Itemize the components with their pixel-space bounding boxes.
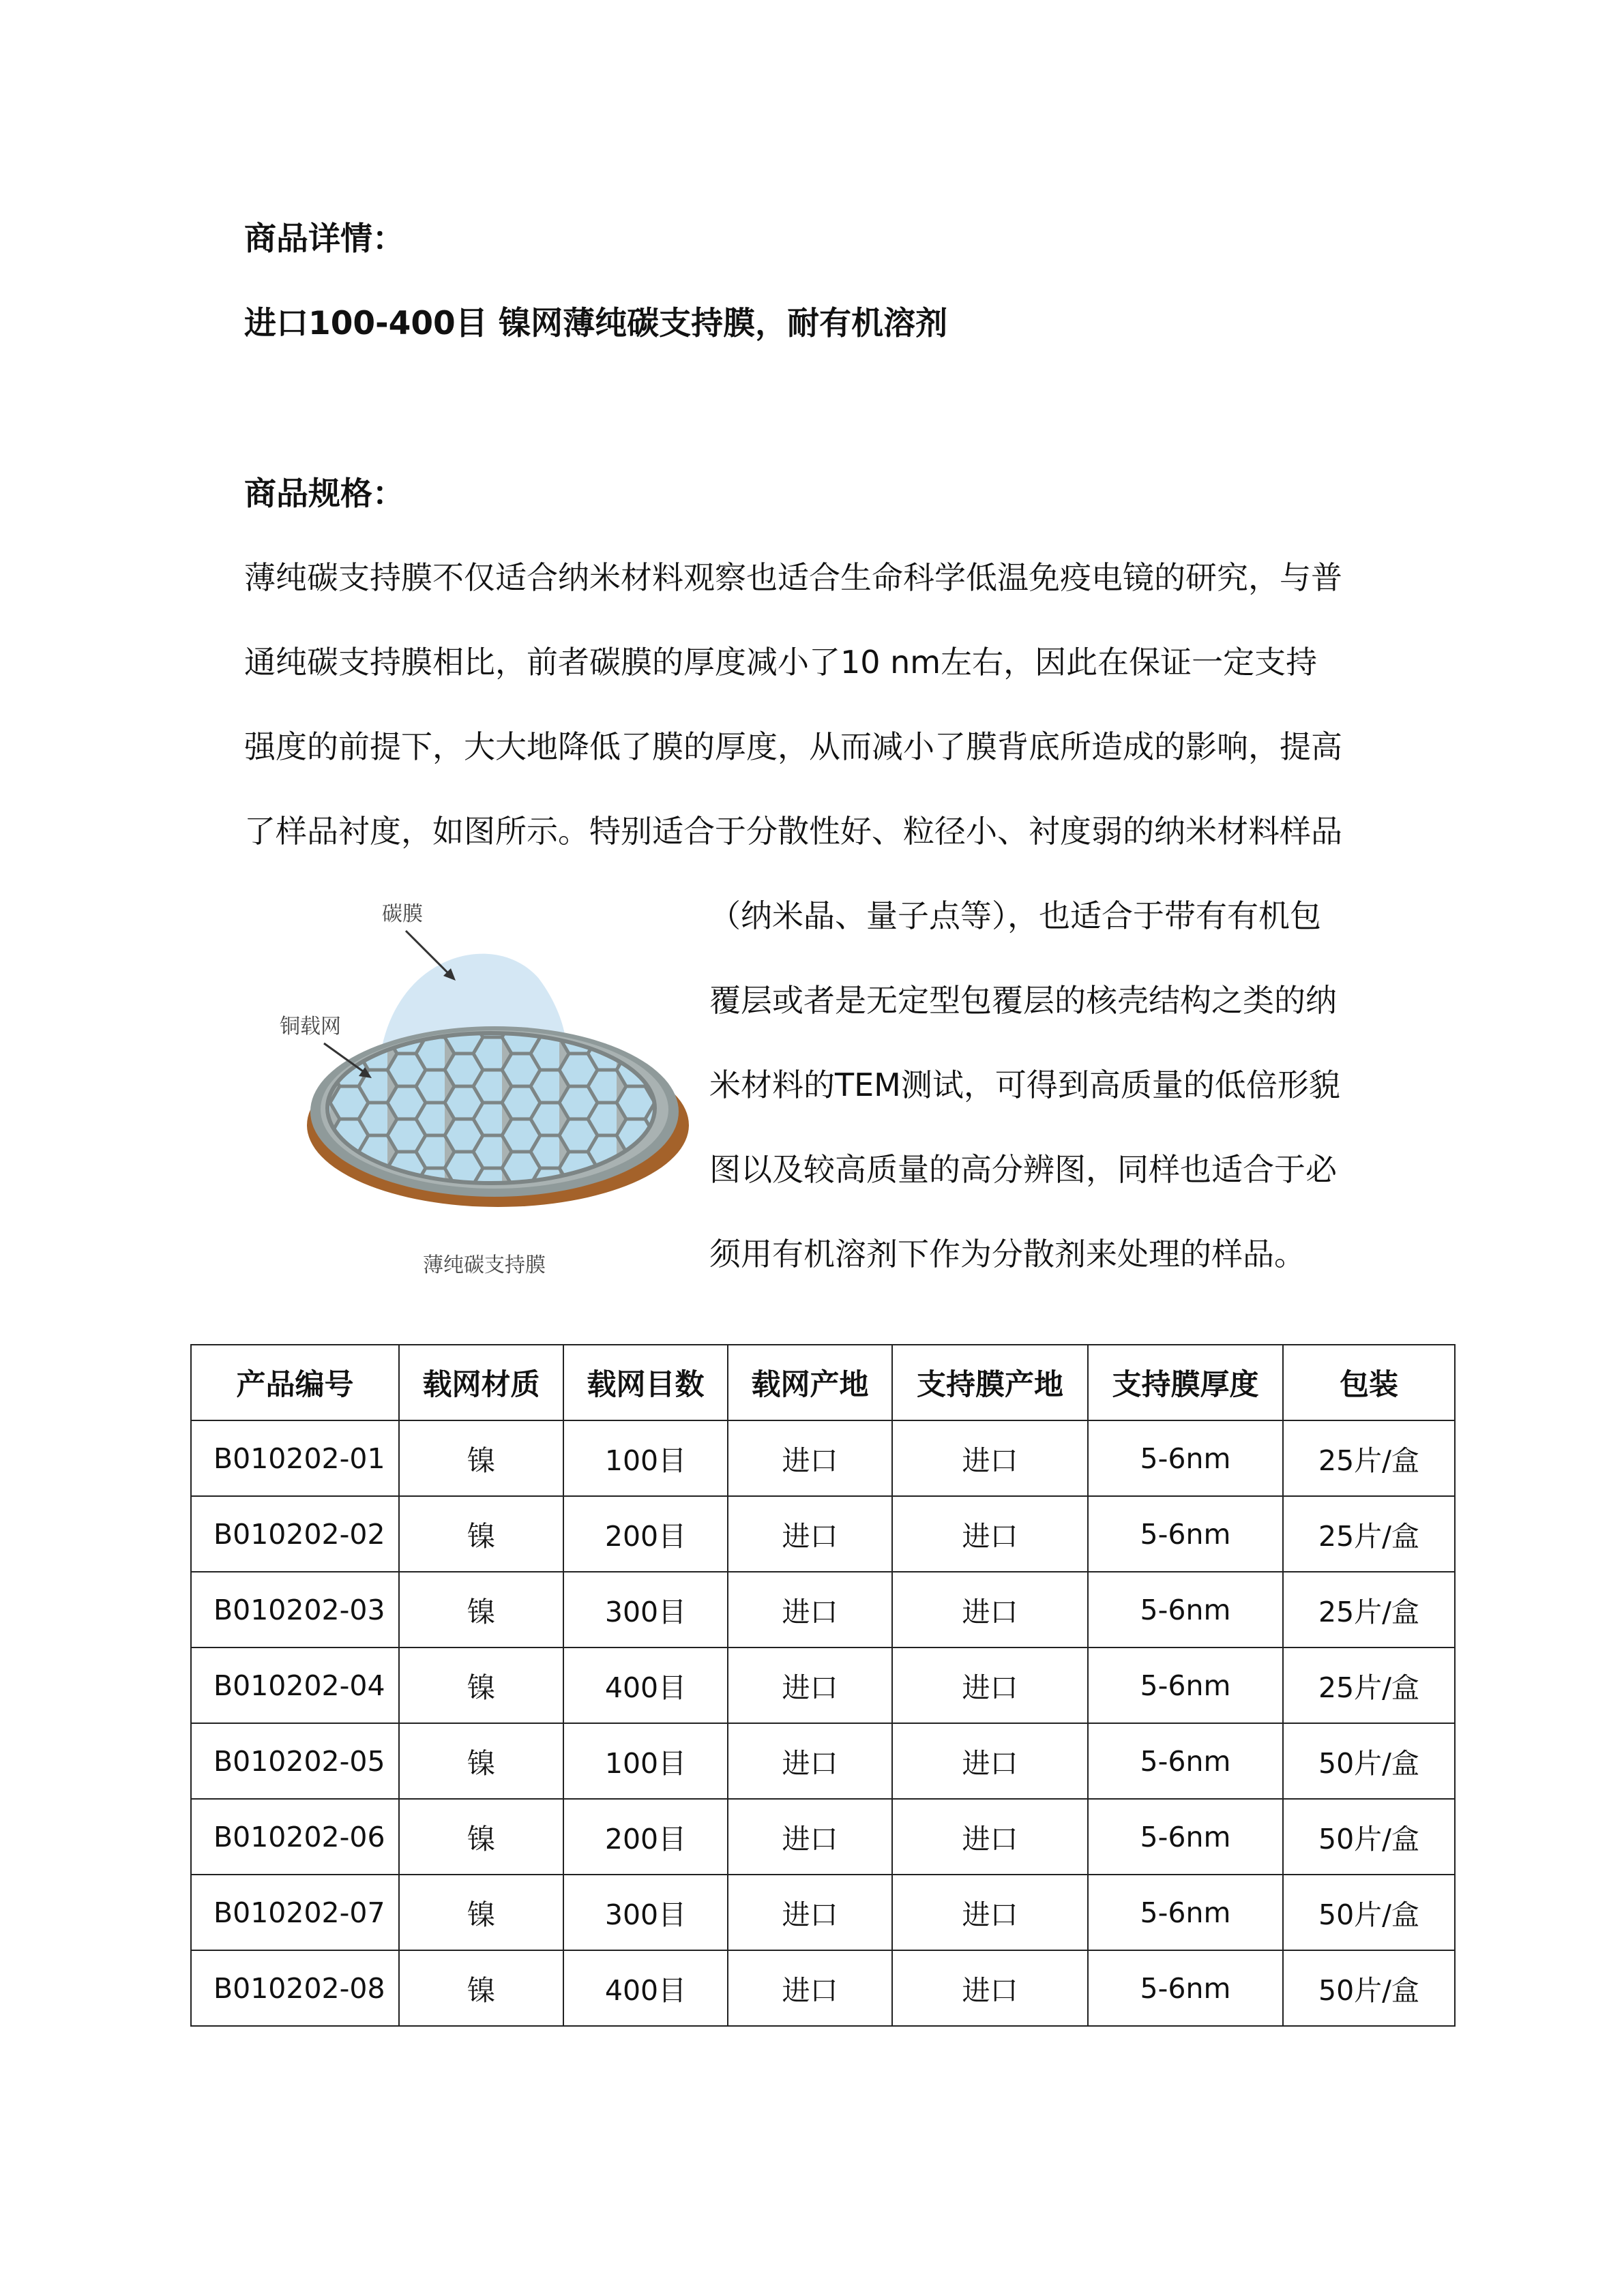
- table-cell: 25片/盒: [1283, 1496, 1455, 1572]
- table-cell: 100目: [563, 1420, 728, 1496]
- table-cell: 镍: [399, 1950, 563, 2026]
- table-cell: 进口: [892, 1496, 1088, 1572]
- table-header-cell: 支持膜厚度: [1088, 1345, 1283, 1420]
- table-cell: 进口: [728, 1648, 892, 1723]
- table-cell: B010202-08: [191, 1950, 399, 2026]
- table-cell: 50片/盒: [1283, 1875, 1455, 1950]
- table-cell: 进口: [892, 1572, 1088, 1648]
- table-cell: B010202-04: [191, 1648, 399, 1723]
- table-cell: 镍: [399, 1799, 563, 1875]
- table-cell: 进口: [728, 1420, 892, 1496]
- table-cell: 200目: [563, 1496, 728, 1572]
- table-cell: 进口: [892, 1875, 1088, 1950]
- table-cell: 50片/盒: [1283, 1799, 1455, 1875]
- table-cell: 5-6nm: [1088, 1950, 1283, 2026]
- table-cell: 400目: [563, 1648, 728, 1723]
- table-header-cell: 包装: [1283, 1345, 1455, 1420]
- table-header-cell: 载网产地: [728, 1345, 892, 1420]
- table-cell: 300目: [563, 1572, 728, 1648]
- description-wrap-line: 米材料的TEM测试，可得到高质量的低倍形貌: [709, 1067, 1340, 1103]
- table-row: [191, 1723, 1455, 1799]
- table-cell: 进口: [892, 1799, 1088, 1875]
- table-row: [191, 1420, 1455, 1496]
- table-cell: 5-6nm: [1088, 1723, 1283, 1799]
- table-cell: B010202-02: [191, 1496, 399, 1572]
- table-cell: 镍: [399, 1875, 563, 1950]
- table-cell: 5-6nm: [1088, 1875, 1283, 1950]
- table-cell: 进口: [728, 1799, 892, 1875]
- table-row: [191, 1572, 1455, 1648]
- description-line: 通纯碳支持膜相比，前者碳膜的厚度减小了10 nm左右，因此在保证一定支持: [244, 644, 1318, 681]
- table-cell: 5-6nm: [1088, 1420, 1283, 1496]
- table-cell: 进口: [728, 1723, 892, 1799]
- table-row: [191, 1950, 1455, 2026]
- spec-table: [190, 1344, 1456, 2027]
- table-cell: 进口: [892, 1723, 1088, 1799]
- details-heading: 商品详情：: [244, 220, 404, 258]
- label-copper-grid: 铜载网: [280, 1015, 341, 1039]
- description-line: 强度的前提下，大大地降低了膜的厚度，从而减小了膜背底所造成的影响，提高: [244, 728, 1342, 765]
- table-row: [191, 1799, 1455, 1875]
- label-carbon-film: 碳膜: [382, 902, 423, 926]
- description-line: 薄纯碳支持膜不仅适合纳米材料观察也适合生命科学低温免疫电镜的研究，与普: [244, 559, 1342, 596]
- table-cell: 镍: [399, 1723, 563, 1799]
- table-cell: 25片/盒: [1283, 1572, 1455, 1648]
- table-cell: B010202-03: [191, 1572, 399, 1648]
- table-cell: 镍: [399, 1648, 563, 1723]
- product-title: 进口100-400目 镍网薄纯碳支持膜，耐有机溶剂: [244, 305, 948, 342]
- table-header-cell: 产品编号: [191, 1345, 399, 1420]
- description-wrap-line: 图以及较高质量的高分辨图，同样也适合于必: [709, 1151, 1337, 1188]
- description-line: 了样品衬度，如图所示。特别适合于分散性好、粒径小、衬度弱的纳米材料样品: [244, 813, 1342, 850]
- table-cell: 25片/盒: [1283, 1420, 1455, 1496]
- table-header-cell: 载网目数: [563, 1345, 728, 1420]
- table-header-cell: 支持膜产地: [892, 1345, 1088, 1420]
- table-cell: 进口: [728, 1950, 892, 2026]
- table-header-row: [191, 1345, 1455, 1420]
- table-cell: 进口: [728, 1496, 892, 1572]
- table-cell: 进口: [892, 1648, 1088, 1723]
- table-cell: 镍: [399, 1420, 563, 1496]
- table-cell: 400目: [563, 1950, 728, 2026]
- table-cell: B010202-01: [191, 1420, 399, 1496]
- table-cell: 50片/盒: [1283, 1723, 1455, 1799]
- table-cell: 200目: [563, 1799, 728, 1875]
- description-wrap-line: 须用有机溶剂下作为分散剂来处理的样品。: [709, 1236, 1305, 1272]
- table-cell: 50片/盒: [1283, 1950, 1455, 2026]
- table-cell: 300目: [563, 1875, 728, 1950]
- table-row: [191, 1648, 1455, 1723]
- description-wrap-line: （纳米晶、量子点等），也适合于带有有机包: [709, 897, 1321, 934]
- figure-caption: 薄纯碳支持膜: [423, 1253, 546, 1277]
- spec-heading: 商品规格：: [244, 475, 404, 513]
- table-cell: 镍: [399, 1496, 563, 1572]
- table-cell: 25片/盒: [1283, 1648, 1455, 1723]
- table-cell: B010202-06: [191, 1799, 399, 1875]
- table-cell: 镍: [399, 1572, 563, 1648]
- table-cell: 5-6nm: [1088, 1496, 1283, 1572]
- table-cell: 进口: [728, 1875, 892, 1950]
- grid-illustration: [273, 890, 709, 1285]
- table-cell: B010202-07: [191, 1875, 399, 1950]
- table-cell: 5-6nm: [1088, 1648, 1283, 1723]
- table-header-cell: 载网材质: [399, 1345, 563, 1420]
- table-cell: 进口: [892, 1950, 1088, 2026]
- table-cell: 进口: [892, 1420, 1088, 1496]
- table-cell: B010202-05: [191, 1723, 399, 1799]
- table-cell: 100目: [563, 1723, 728, 1799]
- table-row: [191, 1875, 1455, 1950]
- table-row: [191, 1496, 1455, 1572]
- description-wrap-line: 覆层或者是无定型包覆层的核壳结构之类的纳: [709, 982, 1337, 1019]
- table-cell: 进口: [728, 1572, 892, 1648]
- table-cell: 5-6nm: [1088, 1799, 1283, 1875]
- table-cell: 5-6nm: [1088, 1572, 1283, 1648]
